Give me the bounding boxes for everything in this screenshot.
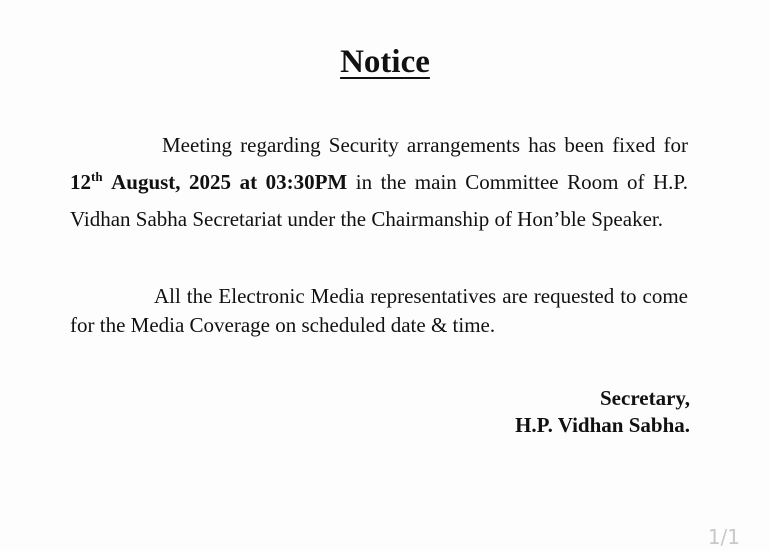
signature-office: H.P. Vidhan Sabha. — [515, 413, 690, 437]
page-indicator: 1/1 — [707, 525, 740, 549]
meeting-date-time: August, 2025 at 03:30PM — [111, 170, 348, 194]
meeting-lead-text: Meeting regarding Security arrangements has been fixed for — [162, 133, 688, 157]
media-paragraph — [70, 282, 688, 340]
meeting-paragraph — [70, 127, 688, 238]
meeting-rest-text: in the main Committee Room of H.P. Vidhan Sabha Secretariat under the Chairmanship of Hon’ble Speaker. — [70, 170, 689, 231]
meeting-day-suffix: th — [91, 169, 103, 184]
meeting-day: 12th — [70, 169, 103, 194]
notice-title-text: Notice — [340, 44, 430, 80]
media-paragraph-text: All the Electronic Media representatives are requested to come for the Media Coverage on scheduled date & time. — [70, 284, 688, 337]
notice-title — [0, 44, 770, 81]
signature-designation: Secretary, — [600, 386, 690, 410]
